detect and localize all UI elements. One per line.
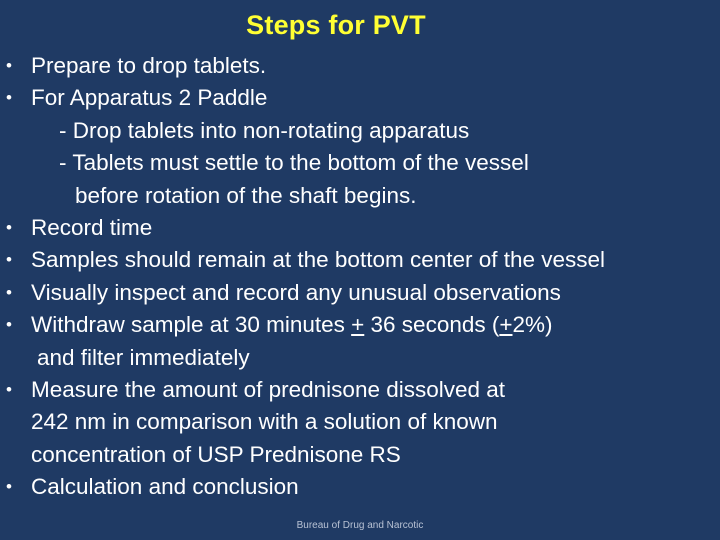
list-item [0, 309, 720, 341]
bullet-icon: • [6, 282, 12, 302]
list-item [0, 277, 720, 309]
list-item-text: Samples should remain at the bottom center of the vessel [31, 247, 606, 273]
sub-item-continuation [0, 180, 720, 212]
list-item-text: For Apparatus 2 Paddle [31, 85, 268, 111]
list-item-text: concentration of USP Prednisone RS [31, 441, 401, 467]
footer-text: Bureau of Drug and Narcotic [296, 520, 424, 531]
list-item-text: Prepare to drop tablets. [31, 53, 267, 78]
list-item [0, 374, 720, 406]
list-item [0, 471, 720, 503]
slide-title: Steps for PVT [246, 10, 426, 40]
bullet-icon: • [6, 88, 12, 108]
bullet-icon: • [6, 477, 12, 497]
bullet-icon: • [6, 315, 12, 335]
list-item-text: Withdraw sample at 30 minutes + 36 seconds (+2%) [31, 312, 553, 338]
list-item-continuation [0, 406, 720, 438]
sub-item-text: - Tablets must settle to the bottom of the vessel [59, 150, 529, 176]
plus-minus-sign: + [499, 312, 513, 338]
list-item-text: Measure the amount of prednisone dissolved at [31, 376, 506, 402]
sub-item [0, 147, 720, 179]
plus-minus-sign: + [351, 312, 365, 338]
list-item-text: Calculation and conclusion [31, 474, 299, 500]
bullet-icon: • [6, 217, 12, 237]
bullet-list [0, 50, 720, 503]
list-item-text: Record time [31, 214, 153, 240]
bullet-icon: • [6, 56, 12, 75]
list-item-text: 242 nm in comparison with a solution of known [31, 409, 498, 435]
list-item-continuation [0, 439, 720, 471]
list-item [0, 50, 720, 82]
sub-item-text: before rotation of the shaft begins. [75, 182, 417, 208]
list-item [0, 82, 720, 114]
list-item-text: and filter immediately [37, 344, 250, 370]
list-item [0, 212, 720, 244]
bullet-icon: • [6, 250, 12, 270]
list-item-continuation [0, 342, 720, 374]
sub-item [0, 115, 720, 147]
list-item-text: Visually inspect and record any unusual observations [31, 279, 561, 305]
list-item [0, 244, 720, 276]
bullet-icon: • [6, 379, 12, 399]
sub-item-text: - Drop tablets into non-rotating apparatus [59, 117, 470, 143]
